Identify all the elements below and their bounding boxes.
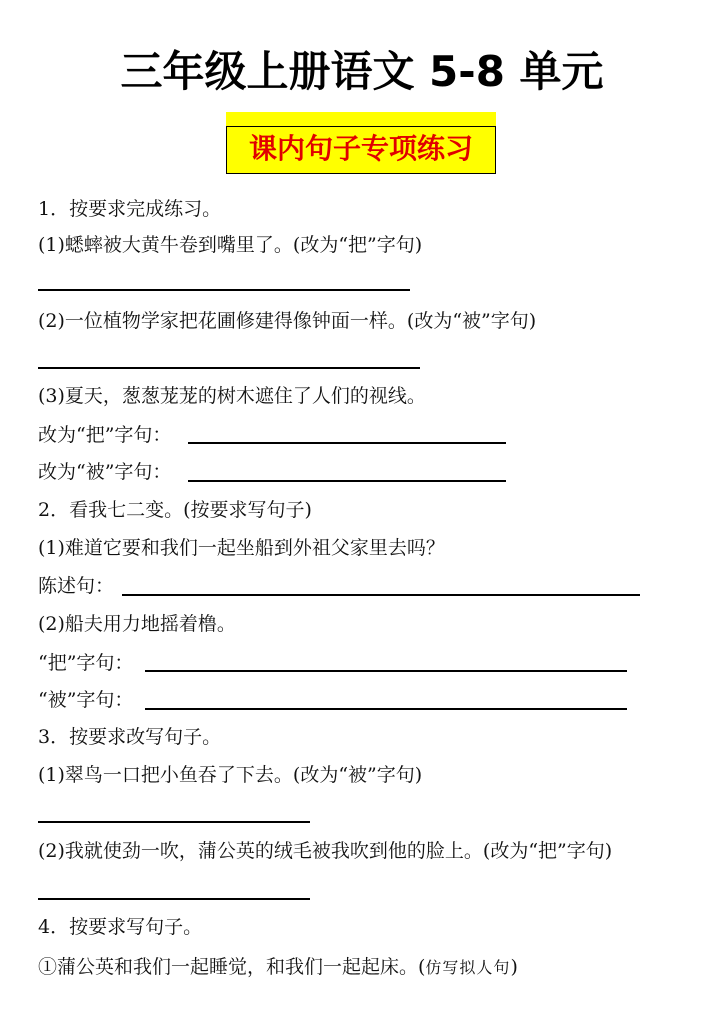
q2-answer-line-ba[interactable] [145,670,627,672]
q4-sentence-1-close: ) [510,956,518,978]
q2-label-declarative: 陈述句： [38,575,115,597]
q1-label-ba: 改为“把”字句： [38,424,172,446]
q1-sentence-2: (2)一位植物学家把花圃修建得像钟面一样。(改为“被”字句) [38,310,537,332]
q1-answer-line-ba[interactable] [188,442,506,444]
q1-label-bei: 改为“被”字句： [38,461,172,483]
subtitle-highlight [226,112,496,174]
q3-answer-line-1[interactable] [38,821,310,823]
q1-sentence-3: (3)夏天，葱葱茏茏的树木遮住了人们的视线。 [38,385,426,407]
q4-heading: 4．按要求写句子。 [38,916,203,938]
q2-label-bei: “被”字句： [38,689,134,711]
q2-answer-line-bei[interactable] [145,708,627,710]
q3-sentence-2: (2)我就使劲一吹，蒲公英的绒毛被我吹到他的脸上。(改为“把”字句) [38,840,613,862]
q1-answer-line-1[interactable] [38,289,410,291]
q1-heading: 1．按要求完成练习。 [38,198,222,220]
q3-heading: 3．按要求改写句子。 [38,726,222,748]
q4-sentence-1-hint: 仿写拟人句 [425,958,511,977]
q1-sentence-1: (1)蟋蟀被大黄牛卷到嘴里了。(改为“把”字句) [38,234,423,256]
q1-answer-line-bei[interactable] [188,480,506,482]
page-title: 三年级上册语文 5-8 单元 [120,47,604,96]
q1-answer-line-2[interactable] [38,367,420,369]
q2-heading: 2．看我七二变。(按要求写句子) [38,499,312,521]
q2-sentence-1: (1)难道它要和我们一起坐船到外祖父家里去吗？ [38,537,445,559]
subtitle-label: 课内句子专项练习 [226,126,496,174]
q2-label-ba: “把”字句： [38,652,134,674]
q2-answer-line-declarative[interactable] [122,594,640,596]
q4-sentence-1 [38,954,518,981]
q2-sentence-2: (2)船夫用力地摇着橹。 [38,613,236,635]
q3-answer-line-2[interactable] [38,898,310,900]
q3-sentence-1: (1)翠鸟一口把小鱼吞了下去。(改为“被”字句) [38,764,423,786]
q4-sentence-1-text: ①蒲公英和我们一起睡觉，和我们一起起床。( [38,956,426,978]
